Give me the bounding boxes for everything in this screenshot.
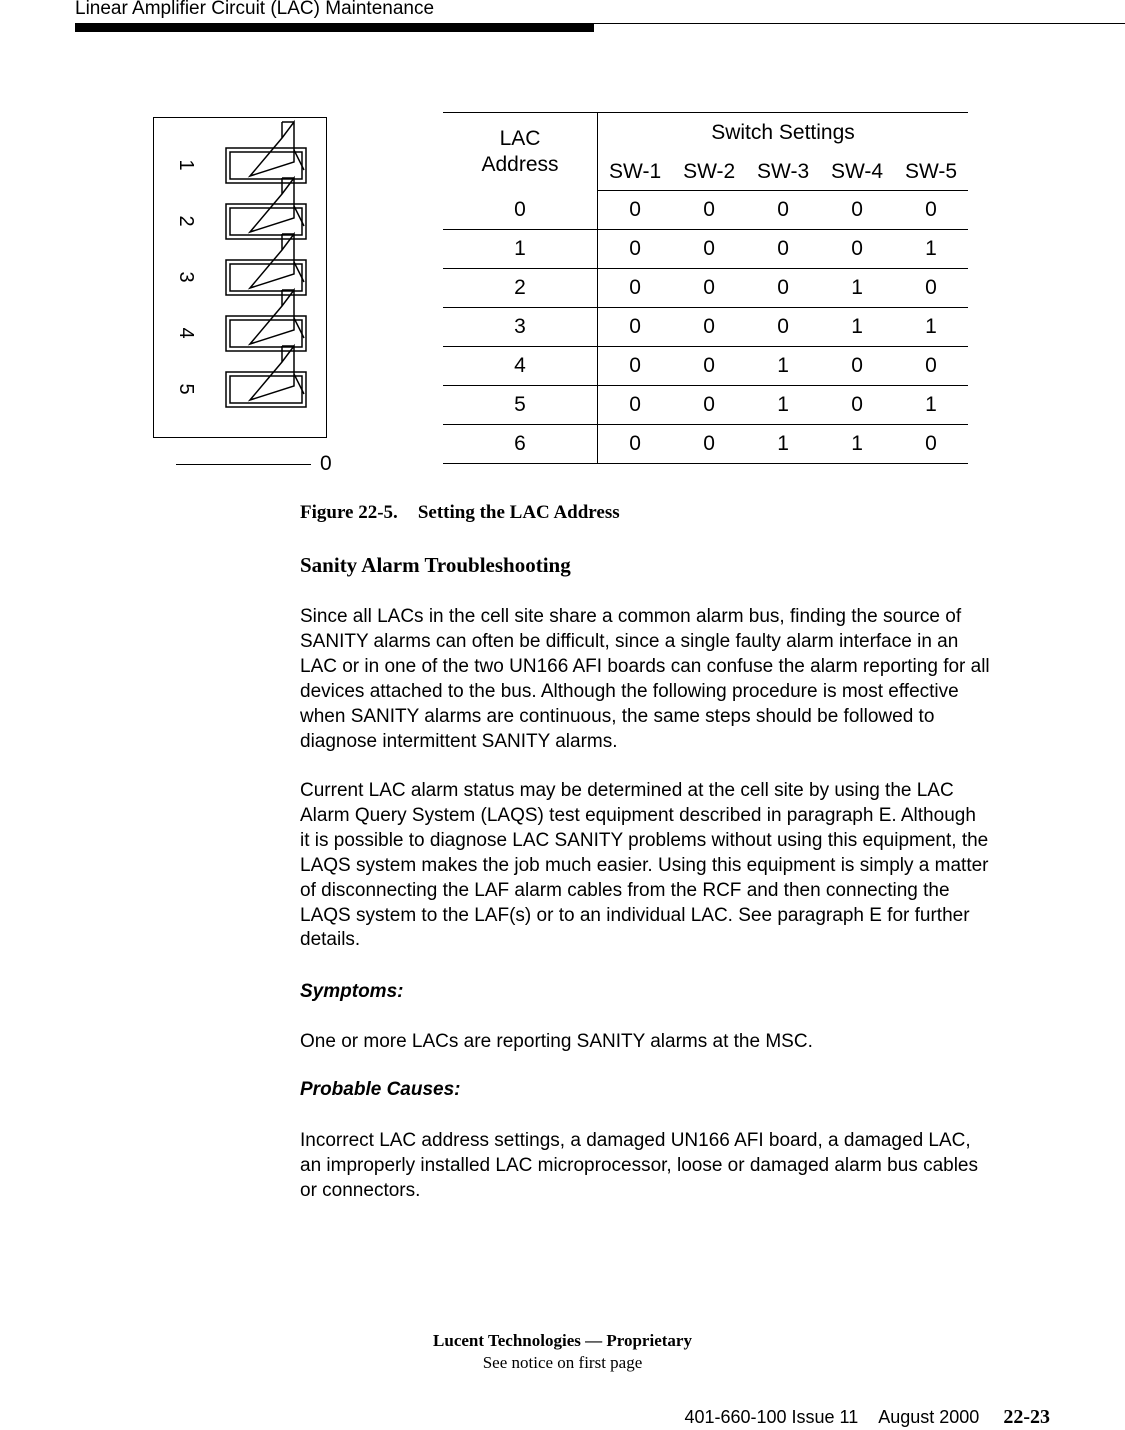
- zero-indicator-line: [176, 464, 311, 465]
- table-row: [443, 230, 968, 269]
- switch-cell: 1: [820, 308, 894, 347]
- switch-cell: 0: [894, 425, 968, 464]
- footer-doc-number: 401-660-100 Issue 11: [684, 1407, 859, 1427]
- switch-cell: 0: [672, 269, 746, 308]
- table-row: [443, 425, 968, 464]
- causes-text: Incorrect LAC address settings, a damaged UN166 AFI board, a damaged LAC, an improperly installed LAC microprocessor, loose or damaged alarm bus cables or connectors.: [300, 1130, 978, 1201]
- switch-cell: 0: [598, 425, 673, 464]
- symptoms-text: One or more LACs are reporting SANITY alarms at the MSC.: [300, 1031, 813, 1052]
- table-row: [443, 269, 968, 308]
- header-bar: [75, 24, 594, 32]
- dip-position-5: 5: [175, 383, 197, 395]
- footer-notice: See notice on first page: [482, 1353, 643, 1372]
- switch-cell: 1: [894, 308, 968, 347]
- switch-cell: 0: [672, 308, 746, 347]
- switch-cell: 1: [820, 425, 894, 464]
- address-cell: 2: [443, 269, 598, 308]
- switch-cell: 0: [672, 386, 746, 425]
- symptoms-heading: Symptoms:: [300, 981, 404, 1002]
- column-header: SW-5: [894, 153, 968, 191]
- address-cell: 3: [443, 308, 598, 347]
- footer-doc-info: [684, 1406, 1050, 1429]
- switch-cell: 1: [746, 386, 820, 425]
- column-header: SW-3: [746, 153, 820, 191]
- switch-cell: 0: [820, 347, 894, 386]
- switch-cell: 0: [746, 269, 820, 308]
- table-row: [443, 308, 968, 347]
- switch-cell: 0: [598, 230, 673, 269]
- switch-settings-header: Switch Settings: [598, 113, 969, 154]
- switch-cell: 0: [598, 308, 673, 347]
- rocker-1: [226, 122, 306, 183]
- laqs-paragraph: Current LAC alarm status may be determined at the cell site by using the LAC Alarm Query System (LAQS) test equipment described in paragraph E. Although it is possible to diagnose LAC SANITY problems without using this equipment, the LAQS system makes the job much easier. Using this equipment is simply a matter of disconnecting the LAF alarm cables from the RCF and then connecting the LAQS system to the LAF(s) or to an individual LAC. See paragraph E for further details.: [300, 780, 989, 951]
- switch-cell: 0: [746, 308, 820, 347]
- causes-heading: Probable Causes:: [300, 1079, 461, 1100]
- switch-cell: 0: [746, 230, 820, 269]
- lac-address-header: LAC Address: [443, 113, 598, 191]
- switch-cell: 0: [598, 191, 673, 230]
- column-header: SW-1: [598, 153, 673, 191]
- address-cell: 5: [443, 386, 598, 425]
- switch-cell: 0: [672, 230, 746, 269]
- table-row: [443, 191, 968, 230]
- running-header-title: Linear Amplifier Circuit (LAC) Maintenance: [75, 0, 435, 19]
- switch-cell: 0: [894, 269, 968, 308]
- switch-settings-table: [443, 112, 968, 464]
- table-row: [443, 386, 968, 425]
- address-cell: 1: [443, 230, 598, 269]
- dip-position-3: 3: [175, 271, 197, 283]
- rocker-5: [226, 346, 306, 407]
- footer-date: August 2000: [878, 1407, 980, 1427]
- table-row: [443, 347, 968, 386]
- column-header: SW-4: [820, 153, 894, 191]
- switch-cell: 1: [894, 230, 968, 269]
- zero-indicator-label: 0: [320, 452, 332, 475]
- section-heading: Sanity Alarm Troubleshooting: [300, 553, 571, 577]
- figure-caption: [300, 502, 620, 524]
- switch-cell: 0: [894, 347, 968, 386]
- figure-title: Setting the LAC Address: [417, 502, 620, 523]
- figure-number: Figure 22-5.: [300, 502, 398, 523]
- switch-cell: 0: [746, 191, 820, 230]
- dip-position-1: 1: [175, 159, 197, 171]
- switch-cell: 1: [746, 425, 820, 464]
- switch-cell: 0: [820, 230, 894, 269]
- intro-paragraph: Since all LACs in the cell site share a common alarm bus, finding the source of SANITY alarms can often be difficult, since a single faulty alarm interface in an LAC or in one of the two UN166 AFI boards can confuse the alarm reporting for all devices attached to the bus. Although the following procedure is most effective when SANITY alarms are continuous, the same steps should be followed to diagnose intermittent SANITY alarms.: [300, 606, 990, 752]
- switch-cell: 0: [672, 347, 746, 386]
- switch-cell: 1: [894, 386, 968, 425]
- address-cell: 0: [443, 191, 598, 230]
- switch-cell: 0: [598, 269, 673, 308]
- address-cell: 4: [443, 347, 598, 386]
- switch-cell: 0: [672, 425, 746, 464]
- address-cell: 6: [443, 425, 598, 464]
- switch-cell: 0: [820, 191, 894, 230]
- dip-position-2: 2: [175, 215, 197, 227]
- rocker-4: [226, 290, 306, 351]
- column-header: SW-2: [672, 153, 746, 191]
- switch-cell: 0: [598, 386, 673, 425]
- rocker-2: [226, 178, 306, 239]
- switch-cell: 1: [746, 347, 820, 386]
- dip-position-4: 4: [175, 327, 197, 339]
- page-number: 22-23: [1003, 1406, 1050, 1428]
- switch-cell: 0: [894, 191, 968, 230]
- dip-switch-diagram: [153, 117, 327, 438]
- switch-cell: 0: [820, 386, 894, 425]
- rocker-3: [226, 234, 306, 295]
- switch-cell: 0: [672, 191, 746, 230]
- switch-cell: 1: [820, 269, 894, 308]
- switch-cell: 0: [598, 347, 673, 386]
- footer-company: Lucent Technologies — Proprietary: [433, 1331, 692, 1350]
